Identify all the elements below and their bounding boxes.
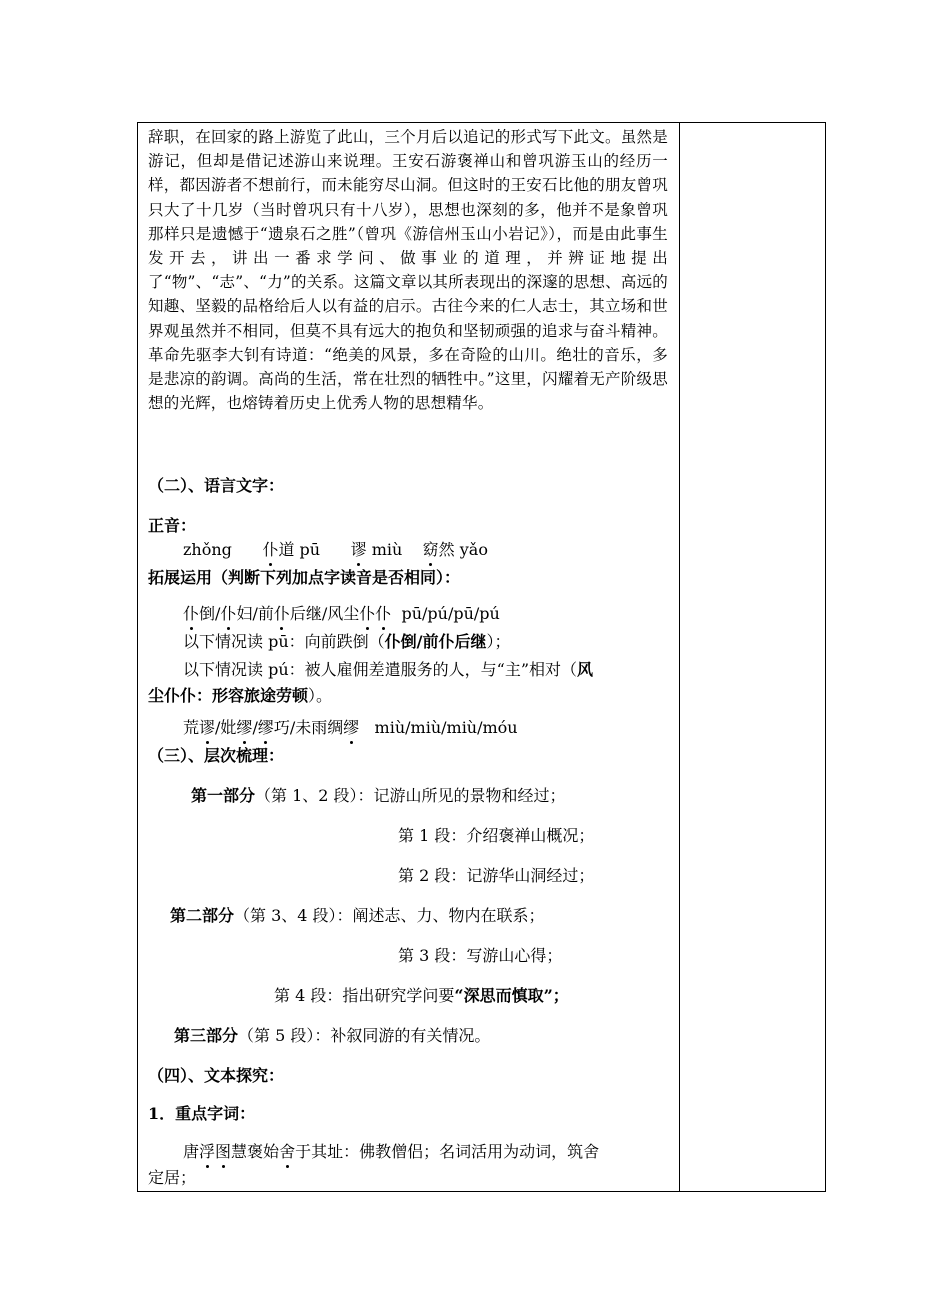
dot-char: 图 xyxy=(215,1142,232,1161)
section-text-study: （四）、文本探究： xyxy=(148,1066,285,1085)
dot-char: 谬 xyxy=(199,718,216,737)
text-seg: 荒 xyxy=(183,718,200,737)
rule-text: 以下情况读 pú：被人雇佣差遣服务的人，与“主”相对（ xyxy=(183,660,577,679)
section-structure: （三）、层次梳理： xyxy=(148,746,285,765)
miu-examples-pinyin: miù/miù/miù/móu xyxy=(374,718,518,737)
text-seg: 妇/前 xyxy=(236,604,274,623)
part-text: （第 3、4 段）：阐述志、力、物内在联系； xyxy=(234,906,545,925)
text-seg: 唐 xyxy=(183,1142,200,1161)
pinyin-zhong: zhǒng xyxy=(183,540,232,559)
part-label: 第三部分 xyxy=(174,1026,239,1045)
key-word-line xyxy=(183,1141,599,1163)
main-cell xyxy=(148,125,668,415)
part-text: （第 5 段）：补叙同游的有关情况。 xyxy=(238,1026,491,1045)
dot-char: 仆 xyxy=(375,604,392,623)
para-4-summary xyxy=(274,985,569,1007)
text-seg: 倒/ xyxy=(199,604,221,623)
pu-examples xyxy=(183,603,500,625)
summary-bold: “深思而慎取”； xyxy=(454,986,569,1005)
text-seg: 慧褒始 xyxy=(231,1142,280,1161)
dot-char: 仆 xyxy=(359,604,376,623)
text-seg: 后继/风尘 xyxy=(289,604,360,623)
part-label: 第二部分 xyxy=(170,906,235,925)
rule-text: 以下情况读 pū：向前跌倒（ xyxy=(183,632,385,651)
background-paragraph: 辞职，在回家的路上游览了此山，三个月后以追记的形式写下此文。虽然是游记，但却是借记述游山来说理。王安石游褒禅山和曾巩游玉山的经历一样，都因游者不想前行，而未能穷尽山洞。但这时的王安石比他的朋友曾巩只大了十几岁（当时曾巩只有十八岁），思想也深刻的多，他并不是象曾巩那样只是遗憾于“遗泉石之胜”（曾巩《游信州玉山小岩记》），而是由此事生发开去，讲出一番求学问、做事业的道理，并辨证地提出了“物”、“志”、“力”的关系。这篇文章以其所表现出的深邃的思想、高远的知趣、坚毅的品格给后人以有益的启示。古往今来的仁人志士，其立场和世界观虽然并不相同，但莫不具有远大的抱负和坚韧顽强的追求与奋斗精神。革命先驱李大钊有诗道：“绝美的风景，多在奇险的山川。绝壮的音乐，多是悲凉的韵调。高尚的生活，常在壮烈的牺牲中。”这里，闪耀着无产阶级思想的光辉，也熔铸着历史上优秀人物的思想精华。 xyxy=(148,128,668,413)
side-column xyxy=(680,123,825,1191)
section-language: （二）、语言文字： xyxy=(148,476,285,495)
item-key-words: 1．重点字词： xyxy=(148,1104,256,1123)
dot-char: 仆 xyxy=(183,604,200,623)
para-2-summary: 第 2 段：记游华山洞经过； xyxy=(398,866,595,885)
part-label: 第一部分 xyxy=(191,786,256,805)
rule-bold: 仆倒/前仆后继 xyxy=(384,632,487,651)
dot-char: 缪 xyxy=(343,718,360,737)
zhengyin-row xyxy=(183,539,488,561)
zhengyin-label: 正音： xyxy=(148,516,197,535)
pu-rule-1 xyxy=(183,631,511,653)
rule-end: ）； xyxy=(486,632,511,651)
yao-rest: 然 yǎo xyxy=(438,540,488,559)
dot-char: 浮 xyxy=(199,1142,216,1161)
text-seg: 巧/未雨绸 xyxy=(273,718,344,737)
para-3-summary: 第 3 段：写游山心得； xyxy=(398,946,563,965)
dot-char: 缪 xyxy=(257,718,274,737)
rule-bold: 尘仆仆：形容旅途劳顿 xyxy=(148,686,309,705)
part-text: （第 1、2 段）：记游山所见的景物和经过； xyxy=(255,786,566,805)
char-pu: 仆 xyxy=(262,540,279,559)
text-seg: 于其址：佛教僧侣；名词活用为动词，筑舍 xyxy=(295,1142,600,1161)
para-1-summary: 第 1 段：介绍褒禅山概况； xyxy=(398,826,595,845)
part-1 xyxy=(191,785,566,807)
part-3 xyxy=(174,1025,490,1047)
dot-char: 仆 xyxy=(273,604,290,623)
tuozhan-note: （判断下列加点字读音是否相同）： xyxy=(212,568,461,587)
pu-examples-pinyin: pū/pú/pū/pú xyxy=(401,604,500,623)
miu-pinyin: miù xyxy=(366,540,403,559)
miu-examples xyxy=(183,717,518,739)
dot-char: 缪 xyxy=(236,718,253,737)
part-2 xyxy=(170,905,545,927)
pu-rule-2 xyxy=(183,659,593,681)
dot-char: 舍 xyxy=(279,1142,296,1161)
summary-text: 第 4 段：指出研究学问要 xyxy=(274,986,455,1005)
char-miu: 谬 xyxy=(350,540,367,559)
content-table xyxy=(137,122,826,1192)
rule-bold: 风 xyxy=(577,660,594,679)
text-seg: /妣 xyxy=(215,718,237,737)
tuozhan-label: 拓展运用 xyxy=(148,568,213,587)
text-seg: / xyxy=(252,718,258,737)
rule-end: ）。 xyxy=(308,686,333,705)
char-yao: 窈 xyxy=(422,540,439,559)
tuozhan-heading xyxy=(148,567,460,589)
pu-rest: 道 pū xyxy=(278,540,321,559)
key-word-line-cont: 定居； xyxy=(148,1168,197,1187)
pu-rule-2-cont xyxy=(148,685,332,707)
dot-char: 仆 xyxy=(220,604,237,623)
